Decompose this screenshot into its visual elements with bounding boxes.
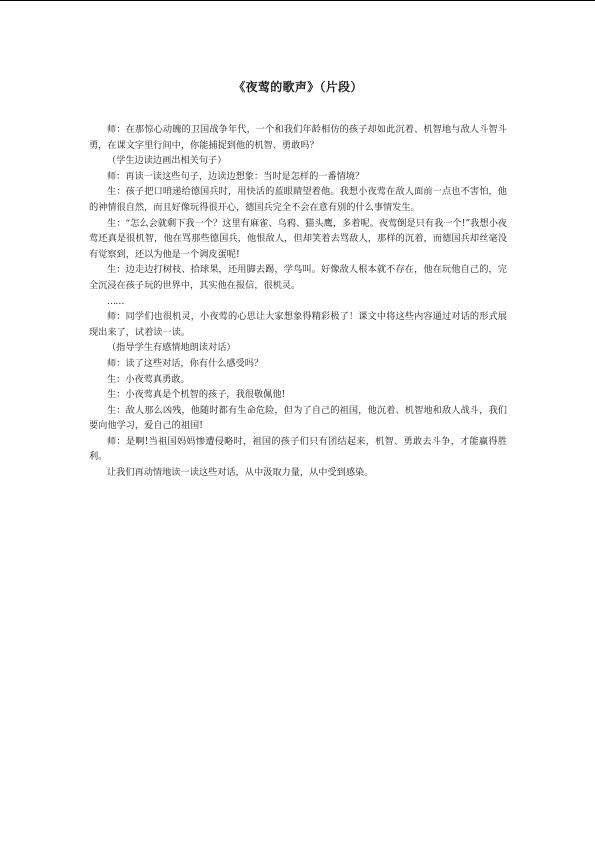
paragraph-student-quote: 生：“怎么会就剩下我一个？这里有麻雀、乌鸦、猫头鹰，多着呢。夜莺倒是只有我一个!”我想小夜莺还真是很机智，他在骂那些德国兵，他恨敌人，但却笑着去骂敌人，那样的沉着，而德国兵却丝毫没有觉察到，还以为他是一个调皮蛋呢! — [89, 217, 507, 260]
top-border-line — [0, 0, 595, 1]
paragraph-ellipsis: …… — [107, 295, 124, 307]
paragraph-teacher-praise: 师：同学们也很机灵，小夜莺的心思让大家想象得精彩极了！课文中将这些内容通过对话的形式展现出来了，试着读一读。 — [89, 311, 507, 338]
paragraph-teacher-feeling: 师：读了这些对话，你有什么感受吗？ — [107, 357, 264, 369]
paragraph-student-admire: 生：小夜莺真是个机智的孩子，我很敬佩他! — [107, 389, 286, 401]
paragraph-teacher-intro: 师：在那惊心动魄的卫国战争年代，一个和我们年龄相仿的孩子却如此沉着、机智地与敌人斗智斗勇，在课文字里行间中，你能捕捉到他的机智、勇敢吗？ — [89, 124, 507, 151]
paragraph-student-branches: 生：边走边打树枝、拾球果，还用脚去踢，学鸟叫。好像敌人根本就不存在，他在玩他自己的，完全沉浸在孩子玩的世界中，其实他在报信，很机灵。 — [89, 264, 507, 291]
paragraph-closing: 让我们再动情地读一读这些对话，从中汲取力量，从中受到感染。 — [107, 467, 374, 479]
document-page — [89, 78, 507, 481]
paragraph-stage-direction-draw: （学生边读边画出相关句子） — [107, 155, 227, 167]
paragraph-student-brave: 生：小夜莺真勇敢。 — [107, 373, 190, 385]
paragraph-stage-direction-read: （指导学生有感情地朗读对话） — [107, 342, 236, 354]
paragraph-teacher-unite: 师：是啊!当祖国妈妈惨遭侵略时，祖国的孩子们只有团结起来，机智、勇敢去斗争，才能赢得胜利。 — [89, 435, 507, 463]
paragraph-student-learn: 生：敌人那么凶残，他随时都有生命危险，但为了自己的祖国，他沉着、机智地和敌人战斗，我们要向他学习，爱自己的祖国! — [89, 404, 507, 432]
paragraph-teacher-reread: 师：再读一读这些句子，边读边想象：当时是怎样的一番情境？ — [107, 170, 365, 182]
paragraph-student-whistle: 生：孩子把口哨递给德国兵时，用快活的蓝眼睛望着他。我想小夜莺在敌人面前一点也不害怕，他的神情很自然，而且好像玩得很开心，德国兵完全不会在意有别的什么事情发生。 — [89, 186, 507, 213]
document-title: 《夜莺的歌声》（片段） — [233, 80, 363, 94]
